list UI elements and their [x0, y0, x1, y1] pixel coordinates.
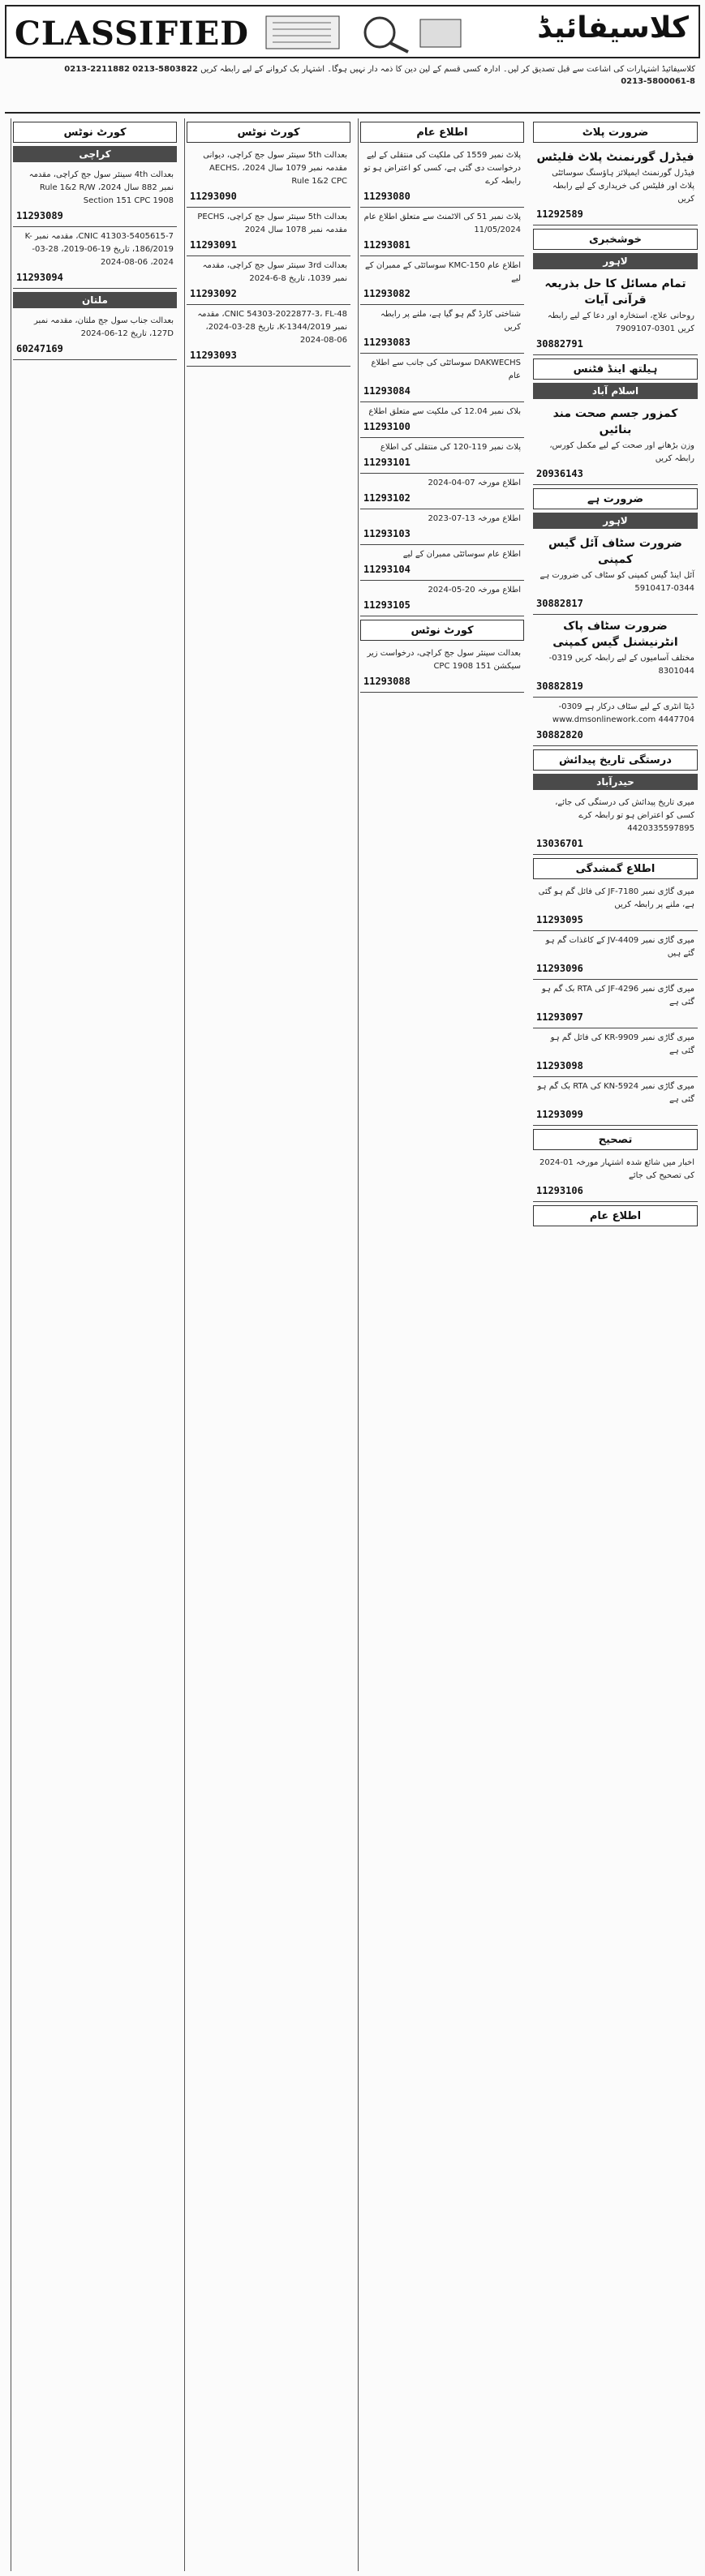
- ad-reference-number: 30882819: [536, 680, 583, 692]
- ad-reference-number: 13036701: [536, 838, 583, 849]
- city-banner: ملتان: [13, 292, 177, 308]
- ad-reference-number: 11293101: [363, 457, 411, 468]
- classified-ad: [187, 256, 350, 305]
- ad-body: بعدالت 5th سینئر سول جج کراچی، دیوانی مقدمہ نمبر 1079 سال 2024، AECHS، Rule 1&2 CPC: [203, 151, 347, 186]
- ad-reference-number: 11293081: [363, 239, 411, 251]
- ad-reference-number: 11293098: [536, 1060, 583, 1071]
- ad-reference-number: 30882820: [536, 729, 583, 741]
- ad-reference-number: 11293102: [363, 492, 411, 504]
- ad-body: روحانی علاج، استخارہ اور دعا کے لیے رابطہ کریں 0301-7909107: [547, 311, 694, 333]
- ad-body: اطلاع مورخہ 20-05-2024: [428, 586, 521, 595]
- section-heading: خوشخبری: [533, 229, 698, 250]
- notice-phone-1: 0213-5803822: [132, 65, 198, 74]
- masthead: [5, 5, 700, 58]
- section-heading: ضرورت پلاٹ: [533, 122, 698, 143]
- ad-body: بعدالت 5th سینئر سول جج کراچی، PECHS مقدمہ نمبر 1078 سال 2024: [197, 213, 347, 234]
- section-heading: کورٹ نوٹس: [13, 122, 177, 143]
- classified-ad: [360, 545, 524, 581]
- classified-ad: [360, 354, 524, 402]
- classified-ad: [360, 256, 524, 305]
- classified-ad: [533, 980, 698, 1028]
- ad-body: CNIC 41303-5405615-7، مقدمہ نمبر K-186/2019، تاریخ 19-06-2019، 28-03-2024، 06-08-2024: [24, 232, 174, 267]
- ad-reference-number: 11293084: [363, 385, 411, 397]
- city-banner: کراچی: [13, 146, 177, 162]
- ad-title: ضرورت سٹاف پاک انٹرنیشنل گیس کمپنی: [552, 620, 678, 649]
- city-banner: لاہور: [533, 253, 698, 269]
- ad-body: DAKWECHS سوسائٹی کی جانب سے اطلاع عام: [371, 358, 521, 380]
- ad-body: میری گاڑی نمبر KN-5924 کی RTA بک گم ہو گئی ہے: [537, 1082, 694, 1104]
- classified-ad: [533, 146, 698, 225]
- ad-reference-number: 30882817: [536, 598, 583, 609]
- city-banner: حیدرآباد: [533, 774, 698, 790]
- classified-ad: [533, 273, 698, 355]
- column-4: [11, 118, 178, 2571]
- ad-body: اطلاع مورخہ 07-04-2024: [428, 479, 521, 487]
- section-heading: کورٹ نوٹس: [187, 122, 350, 143]
- ad-body: پلاٹ نمبر 119-120 کی منتقلی کی اطلاع: [380, 443, 521, 452]
- ad-reference-number: 11293080: [363, 191, 411, 202]
- masthead-title-english: CLASSIFIED: [15, 15, 249, 53]
- ad-reference-number: 11293097: [536, 1011, 583, 1023]
- ad-body: میری گاڑی نمبر JF-4296 کی RTA بک گم ہو گئی ہے: [541, 985, 694, 1007]
- ad-title: فیڈرل گورنمنٹ پلاٹ فلیٹس: [536, 151, 694, 164]
- classified-ad: [533, 1153, 698, 1202]
- ad-reference-number: 11292589: [536, 208, 583, 220]
- section-heading: درستگی تاریخ پیدائش: [533, 749, 698, 771]
- ad-reference-number: 11293091: [190, 239, 237, 251]
- classified-ad: [533, 402, 698, 485]
- classified-ad: [533, 1077, 698, 1126]
- ad-body: اطلاع عام سوسائٹی ممبران کے لیے: [402, 550, 521, 559]
- ad-body: اطلاع عام KMC-150 سوسائٹی کے ممبران کے لیے: [365, 261, 521, 283]
- classified-ad: [533, 698, 698, 746]
- ad-reference-number: 11293082: [363, 288, 411, 299]
- ad-body: مختلف آسامیوں کے لیے رابطہ کریں 0319-8301044: [548, 654, 694, 676]
- classified-ad: [533, 793, 698, 855]
- ad-body: میری تاریخ پیدائش کی درستگی کی جائے، کسی کو اعتراض ہو تو رابطہ کرے 4420335597895: [555, 798, 694, 833]
- notice-phone-3: 0213-5800061-8: [621, 77, 695, 86]
- classified-ad: [187, 305, 350, 367]
- ad-reference-number: 11293100: [363, 421, 411, 432]
- ad-body: پلاٹ نمبر 51 کی الاٹمنٹ سے متعلق اطلاع عام 11/05/2024: [363, 213, 521, 234]
- ad-body: آئل اینڈ گیس کمپنی کو سٹاف کی ضرورت ہے 0344-5910417: [539, 571, 694, 593]
- ad-body: میری گاڑی نمبر JV-4409 کے کاغذات گم ہو گئے ہیں: [545, 936, 694, 958]
- classified-ad: [533, 882, 698, 931]
- classified-ad: [533, 615, 698, 698]
- ad-title: کمزور جسم صحت مند بنائیں: [552, 407, 678, 436]
- ad-reference-number: 11293106: [536, 1185, 583, 1196]
- ad-body: بعدالت جناب سول جج ملتان، مقدمہ نمبر 127D، تاریخ 12-06-2024: [34, 316, 174, 338]
- ad-reference-number: 11293089: [16, 210, 63, 221]
- ad-reference-number: 11293083: [363, 337, 411, 348]
- notice-banner: [5, 62, 700, 114]
- ad-reference-number: 20936143: [536, 468, 583, 479]
- classified-ad: [13, 165, 177, 227]
- section-heading: اطلاع عام: [533, 1205, 698, 1226]
- ad-body: بعدالت سینئر سول جج کراچی، درخواست زیر سیکشن 151 CPC 1908: [367, 649, 521, 671]
- ad-reference-number: 11293103: [363, 528, 411, 539]
- classified-ad: [360, 402, 524, 438]
- classified-ad: [533, 1028, 698, 1077]
- ad-reference-number: 11293094: [16, 272, 63, 283]
- ad-body: میری گاڑی نمبر JF-7180 کی فائل گم ہو گئی ہے، ملنے پر رابطہ کریں: [538, 887, 694, 909]
- classified-ad: [187, 208, 350, 256]
- ad-reference-number: 60247169: [16, 343, 63, 354]
- section-heading: ضرورت ہے: [533, 488, 698, 509]
- ad-title: ضرورت سٹاف آئل گیس کمپنی: [548, 537, 682, 566]
- classified-ad: [13, 311, 177, 360]
- ad-body: CNIC 54303-2022877-3، FL-48، مقدمہ نمبر K-1344/2019، تاریخ 28-03-2024، 06-08-2024: [197, 310, 347, 345]
- classified-ad: [13, 227, 177, 289]
- notice-text: کلاسیفائیڈ اشتہارات کی اشاعت سے قبل تصدیق کر لیں۔ ادارہ کسی قسم کے لین دین کا ذمہ دار نہیں ہوگا۔ اشتہار بک کروانے کے لیے رابطہ کریں: [200, 65, 695, 74]
- classified-ad: [360, 509, 524, 545]
- ad-reference-number: 11293099: [536, 1109, 583, 1120]
- classified-ad: [360, 305, 524, 354]
- classified-ad: [360, 644, 524, 693]
- ad-body: وزن بڑھانے اور صحت کے لیے مکمل کورس، رابطہ کریں: [549, 441, 694, 463]
- ad-body: بعدالت 3rd سینئر سول جج کراچی، مقدمہ نمبر 1039، تاریخ 8-6-2024: [202, 261, 347, 283]
- ad-reference-number: 11293105: [363, 599, 411, 611]
- ad-title: تمام مسائل کا حل بذریعہ قرآنی آیات: [544, 277, 686, 307]
- ad-reference-number: 11293095: [536, 914, 583, 925]
- ad-reference-number: 11293104: [363, 564, 411, 575]
- masthead-title-urdu: کلاسیفائیڈ: [537, 11, 689, 45]
- ad-reference-number: 11293096: [536, 963, 583, 974]
- section-heading: اطلاع گمشدگی: [533, 858, 698, 879]
- classified-ad: [360, 438, 524, 474]
- ad-reference-number: 11293088: [363, 676, 411, 687]
- ad-body: بعدالت 4th سینئر سول جج کراچی، مقدمہ نمبر 882 سال 2024، Rule 1&2 R/W Section 151 CPC 1908: [28, 170, 174, 205]
- ad-body: ڈیٹا انٹری کے لیے سٹاف درکار ہے 0309-4447704 www.dmsonlinework.com: [552, 702, 694, 724]
- classified-ad: [360, 208, 524, 256]
- section-heading: کورٹ نوٹس: [360, 620, 524, 641]
- column-1: [531, 118, 699, 2571]
- ad-reference-number: 11293090: [190, 191, 237, 202]
- column-2: [358, 118, 526, 2571]
- section-heading: تصحیح: [533, 1129, 698, 1150]
- ad-body: پلاٹ نمبر 1559 کی ملکیت کی منتقلی کے لیے درخواست دی گئی ہے، کسی کو اعتراض ہو تو رابطہ کرے: [363, 151, 521, 186]
- ad-body: میری گاڑی نمبر KR-9909 کی فائل گم ہو گئی ہے: [550, 1033, 694, 1055]
- ad-body: فیڈرل گورنمنٹ ایمپلائز ہاؤسنگ سوسائٹی پلاٹ اور فلیٹس کی خریداری کے لیے رابطہ کریں: [552, 169, 694, 204]
- classified-ad: [360, 474, 524, 509]
- ad-body: بلاک نمبر 12.04 کی ملکیت سے متعلق اطلاع: [368, 407, 521, 416]
- ad-reference-number: 11293092: [190, 288, 237, 299]
- section-heading: اطلاع عام: [360, 122, 524, 143]
- newspaper-illustration-icon: [250, 11, 469, 54]
- classified-ad: [533, 931, 698, 980]
- ad-reference-number: 11293093: [190, 350, 237, 361]
- column-3: [184, 118, 352, 2571]
- classified-ad: [533, 532, 698, 615]
- ad-body: اطلاع مورخہ 13-07-2023: [428, 514, 521, 523]
- section-heading: ہیلتھ اینڈ فٹنس: [533, 358, 698, 380]
- classified-ad: [360, 146, 524, 208]
- classified-ad: [187, 146, 350, 208]
- ad-body: شناختی کارڈ گم ہو گیا ہے، ملنے پر رابطہ کریں: [380, 310, 521, 332]
- classified-ad: [360, 581, 524, 616]
- notice-phone-2: 0213-2211882: [64, 65, 130, 74]
- ad-reference-number: 30882791: [536, 338, 583, 350]
- city-banner: لاہور: [533, 513, 698, 529]
- ad-body: اخبار میں شائع شدہ اشتہار مورخہ 01-2024 کی تصحیح کی جائے: [539, 1158, 694, 1180]
- city-banner: اسلام آباد: [533, 383, 698, 399]
